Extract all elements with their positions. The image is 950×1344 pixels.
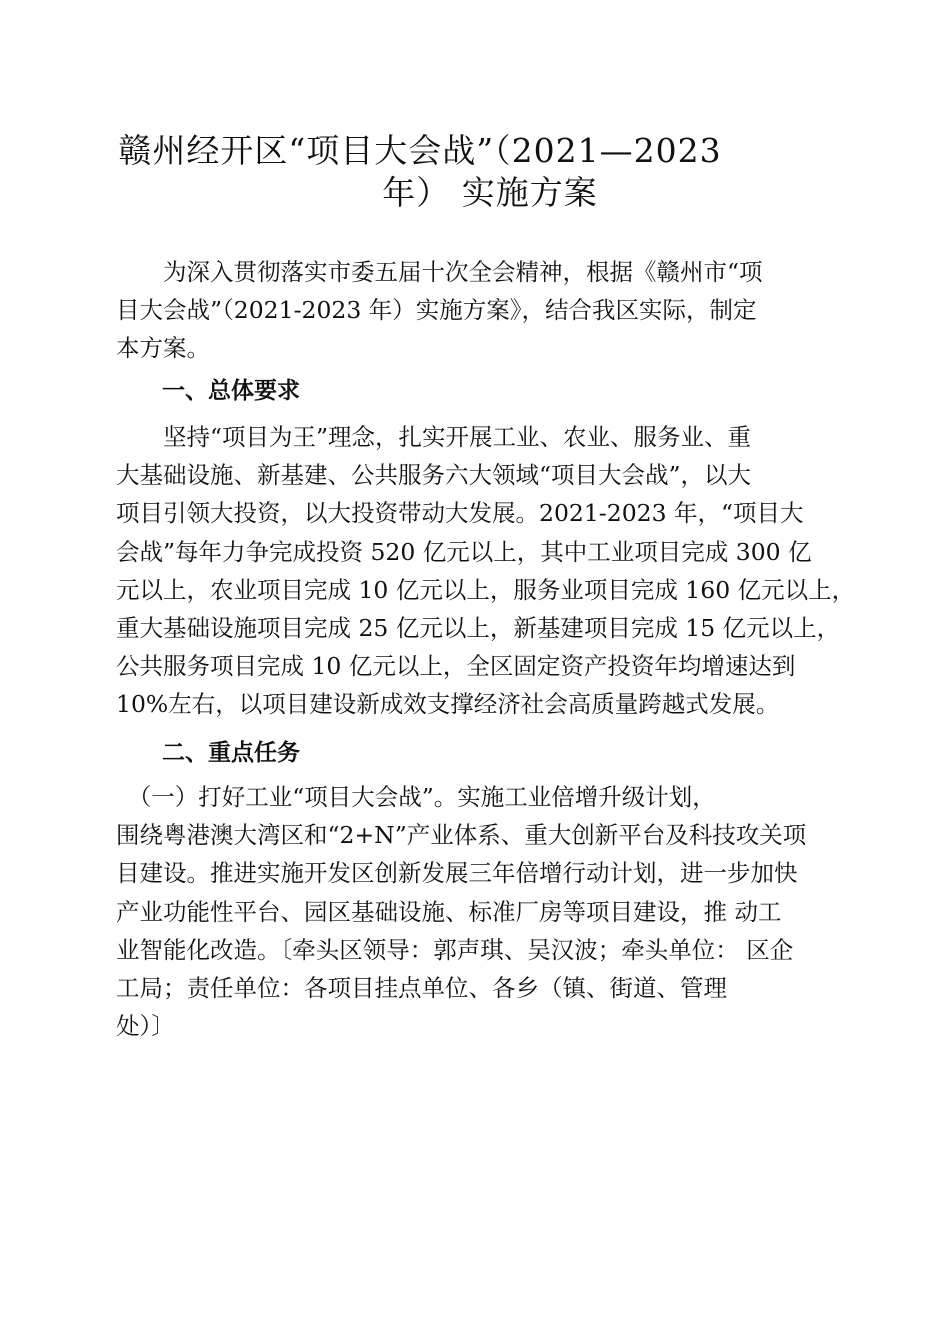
- paragraph-line: 业智能化改造。〔牵头区领导：郭声琪、吴汉波；牵头单位： 区企: [116, 935, 794, 964]
- paragraph-line: 项目引领大投资，以大投资带动大发展。2021-2023 年，“项目大: [116, 499, 804, 528]
- paragraph-line: 产业功能性平台、园区基础设施、标准厂房等项目建设，推 动工: [116, 897, 782, 926]
- paragraph-line: （一）打好工业“项目大会战”。实施工业倍增升级计划，: [116, 783, 716, 811]
- section-heading-general-requirements: 一、总体要求: [162, 378, 300, 404]
- paragraph-line: 元以上，农业项目完成 10 亿元以上，服务业项目完成 160 亿元以上，: [116, 575, 856, 604]
- general-requirements-paragraph: [116, 418, 876, 724]
- paragraph-line: 坚持“项目为王”理念，扎实开展工业、农业、服务业、重: [116, 423, 752, 451]
- paragraph-line: 围绕粤港澳大湾区和“2+N”产业体系、重大创新平台及科技攻关项: [116, 821, 807, 850]
- intro-paragraph: [116, 253, 876, 368]
- section-heading-key-tasks: 二、重点任务: [162, 740, 300, 766]
- paragraph-line: 大基础设施、新基建、公共服务六大领域“项目大会战”，以大: [116, 461, 752, 490]
- intro-line: 为深入贯彻落实市委五届十次全会精神，根据《赣州市“项: [116, 258, 763, 286]
- document-title-line-1: 赣州经开区“项目大会战”（2021—2023: [118, 131, 722, 170]
- paragraph-line: 处）〕: [116, 1012, 175, 1041]
- paragraph-line: 会战”每年力争完成投资 520 亿元以上，其中工业项目完成 300 亿: [116, 537, 812, 566]
- paragraph-line: 10%左右，以项目建设新成效支撑经济社会高质量跨越式发展。: [116, 690, 780, 719]
- paragraph-line: 公共服务项目完成 10 亿元以上，全区固定资产投资年均增速达到: [116, 652, 796, 681]
- document-title-line-2: 年） 实施方案: [382, 173, 598, 212]
- key-tasks-paragraph: [116, 778, 876, 1045]
- paragraph-line: 工局；责任单位：各项目挂点单位、各乡（镇、街道、管理: [116, 974, 727, 1003]
- intro-line: 目大会战”（2021-2023 年）实施方案》，结合我区实际，制定: [116, 296, 757, 325]
- paragraph-line: 重大基础设施项目完成 25 亿元以上，新基建项目完成 15 亿元以上，: [116, 614, 841, 643]
- intro-line: 本方案。: [116, 334, 210, 363]
- paragraph-line: 目建设。推进实施开发区创新发展三年倍增行动计划，进一步加快: [116, 859, 798, 888]
